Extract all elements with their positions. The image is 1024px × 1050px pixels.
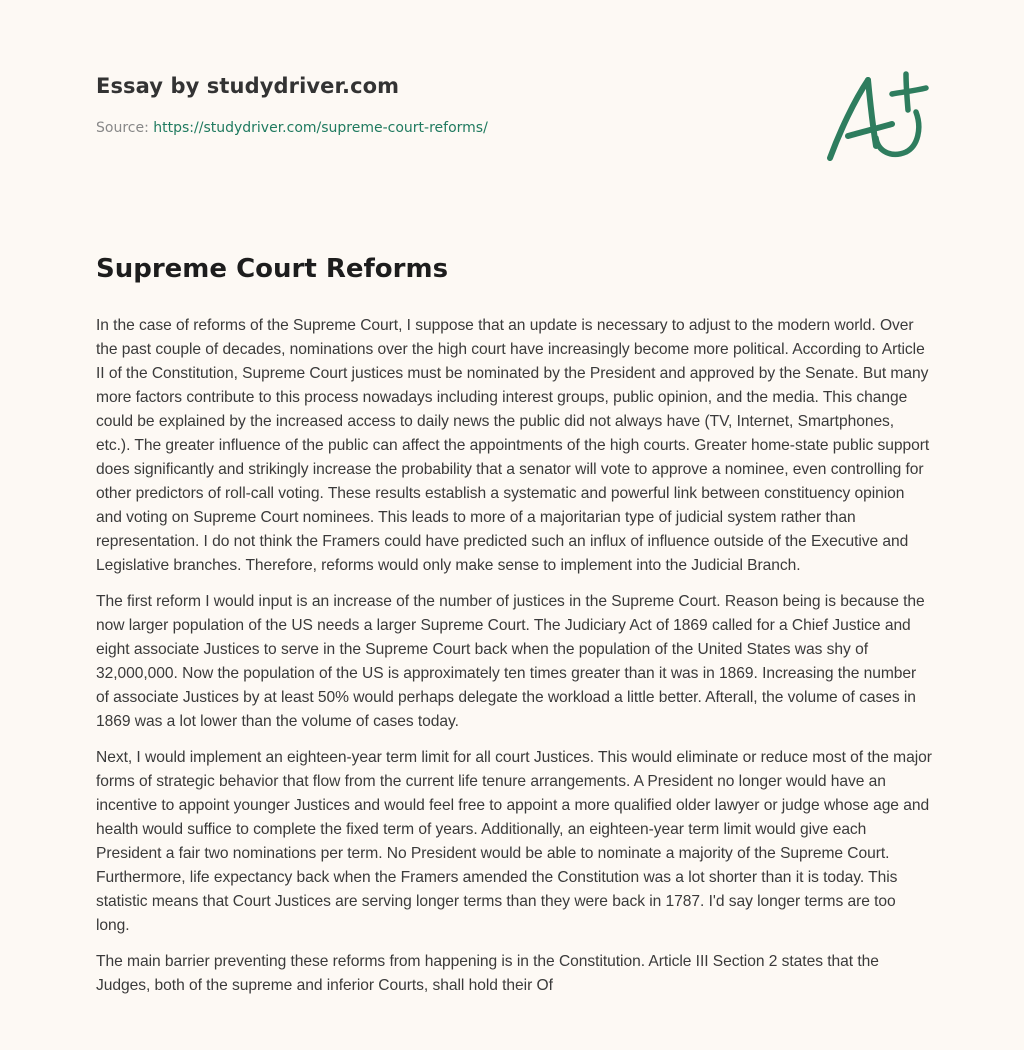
a-plus-grade-icon [822,66,932,166]
essay-paragraph: Next, I would implement an eighteen-year term limit for all court Justices. This would eliminate or reduce most of the major forms of strategic behavior that flow from the current life tenure arrangements. A President no longer would have an incentive to appoint younger Justices and would feel free to appoint a more qualified older lawyer or judge whose age and health would suffice to complete the fixed term of years. Additionally, an eighteen-year term limit would give each President a fair two nominations per term. No President would be able to nominate a majority of the Supreme Court. Furthermore, life expectancy back when the Framers amended the Constitution was a lot shorter than it is today. This statistic means that Court Justices are serving longer terms than they were back in 1787. I'd say longer terms are too long. [96,749,932,934]
source-label: Source: [96,120,154,136]
essay-paragraph: The first reform I would input is an increase of the number of justices in the Supreme Court. Reason being is because the now larger population of the US needs a larger Supreme Court. The Judiciary Act of 1869 called for a Chief Justice and eight associate Justices to serve in the Supreme Court back when the population of the United States was shy of 32,000,000. Now the population of the US is approximately ten times greater than it was in 1869. Increasing the number of associate Justices by at least 50% would perhaps delegate the workload a little better. Afterall, the volume of cases in 1869 was a lot lower than the volume of cases today. [96,593,925,730]
source-line [96,120,936,136]
essay-paragraph: In the case of reforms of the Supreme Court, I suppose that an update is necessary to adjust to the modern world. Over the past couple of decades, nominations over the high court have increasingly become more political. According to Article II of the Constitution, Supreme Court justices must be nominated by the President and approved by the Senate. But many more factors contribute to this process nowadays including interest groups, public opinion, and the media. This change could be explained by the increased access to daily news the public did not always have (TV, Internet, Smartphones, etc.). The greater influence of the public can affect the appointments of the high courts. Greater home-state public support does significantly and strikingly increase the probability that a senator will vote to approve a nominee, even controlling for other predictors of roll-call voting. These results establish a systematic and powerful link between constituency opinion and voting on Supreme Court nominees. This leads to more of a majoritarian type of judicial system rather than representation. I do not think the Framers could have predicted such an influx of influence outside of the Executive and Legislative branches. Therefore, reforms would only make sense to implement into the Judicial Branch. [96,317,930,574]
essay-paragraph: The main barrier preventing these reforms from happening is in the Constitution. Article III Section 2 states that the Judges, both of the supreme and inferior Courts, shall hold their Of [96,953,879,994]
essay-header [96,74,936,136]
site-title: Essay by studydriver.com [96,74,400,98]
essay-title: Supreme Court Reforms [96,254,449,284]
source-link[interactable]: https://studydriver.com/supreme-court-reforms/ [153,120,488,136]
essay-body [96,314,932,1010]
